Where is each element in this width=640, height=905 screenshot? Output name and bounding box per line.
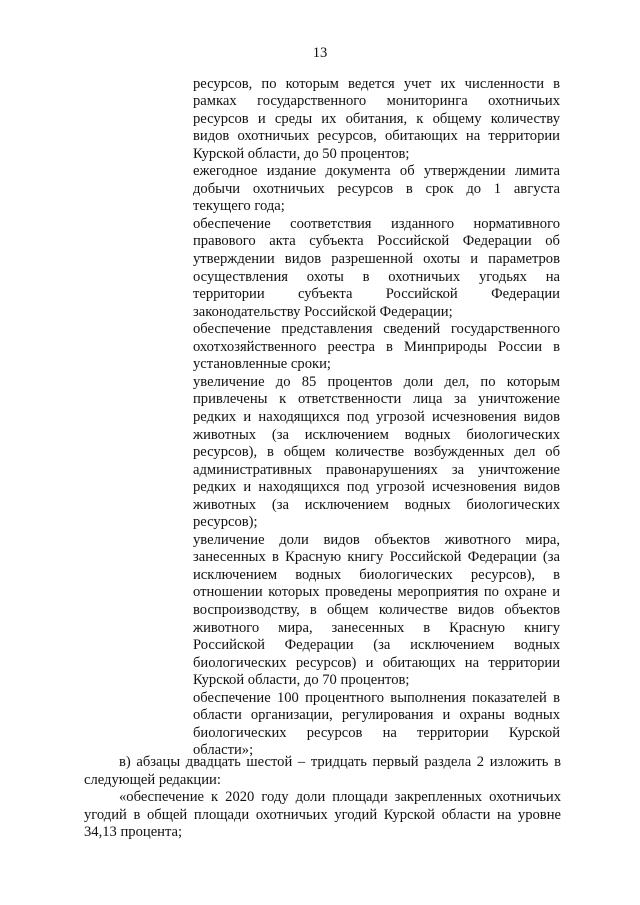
- text-line: области»;: [193, 742, 254, 759]
- text-line: в) абзацы двадцать шестой – тридцать первый раздела 2 изложить в: [119, 754, 561, 770]
- text-line: ресурсов и среды их обитания, к общему количеству: [193, 110, 560, 127]
- text-line: области организации, регулирования и охраны водных: [193, 707, 560, 724]
- text-line: ежегодное издание документа об утверждении лимита: [193, 163, 560, 180]
- text-line: биологических ресурсов на территории Курской: [193, 724, 560, 741]
- text-line: «обеспечение к 2020 году доли площади закрепленных охотничьих: [119, 789, 561, 806]
- text-line: ресурсов, по которым ведется учет их численности в: [193, 75, 560, 92]
- text-line: воспроизводству, в общем количестве видов объектов: [193, 602, 560, 618]
- text-line: редких и находящихся под угрозой исчезновения видов: [193, 479, 560, 496]
- text-line: привлечены к ответственности лица за уничтожение: [193, 391, 560, 408]
- text-line: животных (за исключением водных биологических: [193, 496, 560, 513]
- text-line: территории субъекта Российской Федерации: [193, 286, 560, 303]
- text-line: установленные сроки;: [193, 356, 331, 373]
- text-line: административных правонарушениях за уничтожение: [193, 461, 560, 478]
- text-line: видов охотничьих ресурсов, обитающих на территории: [193, 128, 560, 145]
- text-line: Курской области, до 70 процентов;: [193, 672, 410, 689]
- text-line: добычи охотничьих ресурсов в срок до 1 августа: [193, 180, 560, 197]
- text-line: текущего года;: [193, 198, 285, 215]
- text-line: занесенных в Красную книгу Российской Федерации (за: [193, 549, 560, 566]
- text-line: 34,13 процента;: [84, 824, 183, 841]
- text-line: рамках государственного мониторинга охотничьих: [193, 93, 560, 110]
- text-line: угодий в общей площади охотничьих угодий Курской области на уровне: [84, 806, 561, 823]
- text-line: осуществления охоты в охотничьих угодьях на: [193, 268, 560, 285]
- text-line: охотхозяйственного реестра в Минприроды России в: [193, 338, 560, 355]
- text-line: обеспечение 100 процентного выполнения показателей в: [193, 689, 560, 706]
- text-line: следующей редакции:: [84, 771, 221, 788]
- text-line: животных (за исключением водных биологических: [193, 426, 560, 443]
- text-line: увеличение доли видов объектов животного мира,: [193, 531, 560, 548]
- text-line: исключением водных биологических ресурсов), в: [193, 566, 560, 583]
- text-line: Российской Федерации (за исключением водных: [193, 637, 560, 654]
- text-line: обеспечение представления сведений государственного: [193, 321, 560, 338]
- page-number: 13: [312, 45, 328, 61]
- text-line: отношении которых проведены мероприятия по охране и: [193, 584, 560, 601]
- text-line: правового акта субъекта Российской Федерации об: [193, 233, 560, 250]
- text-line: редких и находящихся под угрозой исчезновения видов: [193, 408, 560, 425]
- text-line: биологических ресурсов) и обитающих на территории: [193, 654, 560, 671]
- text-line: ресурсов), в общем количестве возбужденных дел об: [193, 444, 560, 461]
- text-line: животного мира, занесенных в Красную книгу: [193, 619, 560, 636]
- text-line: ресурсов);: [193, 514, 258, 531]
- text-line: увеличение до 85 процентов доли дел, по которым: [193, 373, 560, 390]
- text-line: Курской области, до 50 процентов;: [193, 145, 410, 162]
- text-line: законодательству Российской Федерации;: [193, 303, 453, 320]
- text-line: обеспечение соответствия изданного нормативного: [193, 215, 560, 232]
- text-line: утверждении видов разрешенной охоты и параметров: [193, 251, 560, 267]
